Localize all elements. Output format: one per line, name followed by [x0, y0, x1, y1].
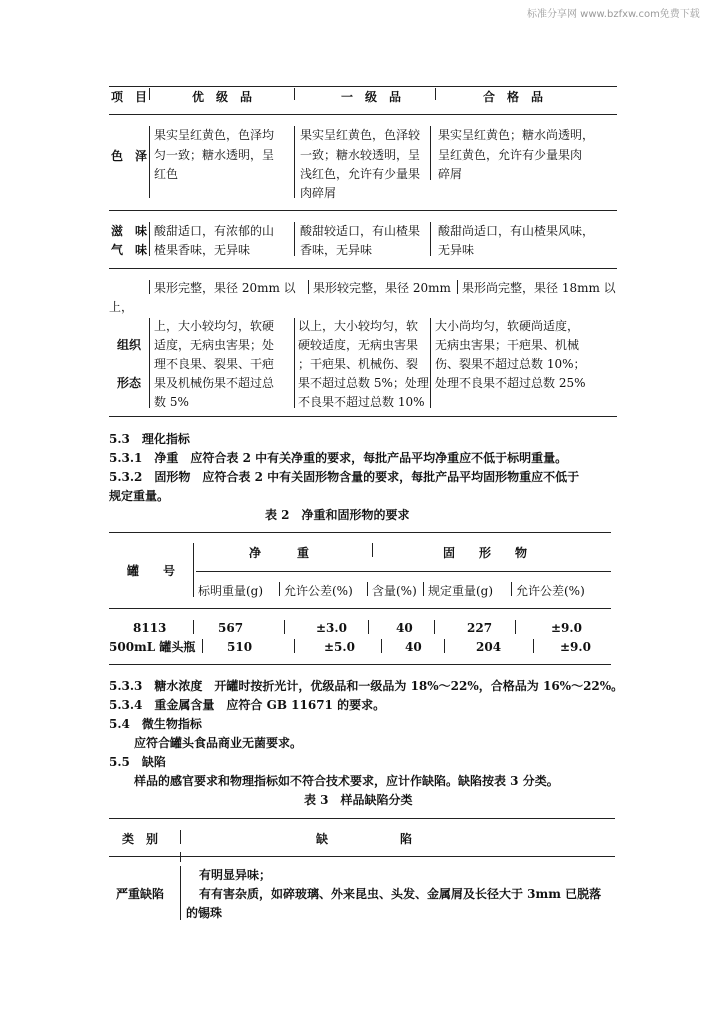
t2-subheader: 含量(%)	[372, 584, 417, 598]
table1-top-rule	[109, 86, 617, 87]
t1-sep	[430, 318, 431, 408]
t1-taste-first: 酸甜较适口，有山楂果	[300, 224, 421, 238]
t1-color-qualified: 碎屑	[438, 167, 463, 181]
t3-defect: 缺 陷	[316, 832, 413, 846]
t1-sep	[457, 280, 458, 294]
t1-sep	[149, 222, 150, 256]
t1-sep	[149, 280, 150, 294]
t1-color-label: 色 泽	[111, 149, 148, 163]
t3-header-rule	[109, 856, 615, 857]
t1-taste-label: 滋 味	[111, 224, 148, 238]
t2-row-tolerance: ±3.0	[316, 621, 347, 635]
t2-sep	[511, 582, 512, 596]
t1-color-superior: 红色	[154, 167, 179, 181]
t2-sep	[279, 582, 280, 596]
t2-sep	[202, 639, 203, 653]
t1-texture-first: ；干疤果、机械伤、裂	[298, 357, 419, 371]
t3-row-label: 严重缺陷	[116, 887, 165, 901]
t1-sep	[294, 88, 295, 100]
t1-sep	[430, 126, 431, 180]
t3-sep	[180, 830, 181, 844]
t2-sep	[193, 620, 194, 634]
t2-row-solid-tolerance: ±9.0	[560, 640, 591, 654]
watermark: 标准分享网 www.bzfxw.com免费下载	[527, 9, 700, 20]
t1-texture-qualified: 果形尚完整，果径 18mm 以	[462, 281, 616, 295]
t1-texture-first: 硬较适度，无病虫害果	[298, 338, 419, 352]
section-5-4: 5.4 微生物指标	[109, 717, 202, 731]
t1-color-first: 浅红色，允许有少量果	[300, 167, 421, 181]
t2-row-can: 500mL 罐头瓶	[109, 640, 196, 654]
t1-taste-qualified: 酸甜尚适口，有山楂果风味，	[438, 224, 595, 238]
t2-sep	[368, 620, 369, 634]
t1-header-superior: 优 级 品	[192, 90, 253, 104]
t1-texture-superior: 果形完整，果径 20mm 以	[154, 281, 296, 295]
t1-taste-first: 香味，无异味	[300, 243, 373, 257]
t1-header-first: 一 级 品	[341, 90, 402, 104]
section-5-3-2-cont: 规定重量。	[109, 489, 170, 503]
t3-sep	[180, 852, 181, 862]
t2-row-solid-weight: 227	[467, 621, 493, 635]
t1-texture-wrap: 上，	[109, 300, 134, 314]
section-5-3: 5.3 理化指标	[109, 432, 190, 446]
t3-line: 有有害杂质，如碎玻璃、外来昆虫、头发、金属屑及长径大于 3mm 已脱落	[199, 887, 602, 901]
t1-sep	[294, 126, 295, 198]
t3-line: 有明显异味；	[199, 868, 272, 882]
t1-color-first: 一致；糖水较透明，呈	[300, 148, 421, 162]
t1-color-first: 肉碎屑	[300, 186, 337, 200]
t1-row-rule	[109, 210, 617, 211]
t2-subheader-rule	[196, 571, 611, 572]
t1-sep	[149, 318, 150, 408]
t2-row-pct: 40	[396, 621, 413, 635]
t2-sep	[372, 543, 373, 557]
section-5-3-3: 5.3.3 糖水浓度 开罐时按折光计，优级品和一级品为 18%～22%，合格品为 16%～22%。	[109, 679, 624, 693]
t2-sep	[284, 620, 285, 634]
t2-row-weight: 567	[218, 621, 244, 635]
table1-bottom-rule	[109, 416, 617, 417]
section-5-5: 5.5 缺陷	[109, 755, 166, 769]
t2-sep	[193, 543, 194, 597]
t2-row-solid-weight: 204	[476, 640, 502, 654]
t3-category: 类 别	[122, 832, 159, 846]
section-5-3-4: 5.3.4 重金属含量 应符合 GB 11671 的要求。	[109, 698, 386, 712]
t1-taste-superior: 楂果香味，无异味	[154, 243, 251, 257]
table2-bottom-rule	[109, 664, 611, 665]
t1-texture-qualified: 无病虫害果；干疤果、机械	[435, 338, 580, 352]
t2-sep	[434, 620, 435, 634]
t2-subheader: 允许公差(%)	[516, 584, 585, 598]
t2-net-weight: 净 重	[249, 546, 310, 560]
t2-sep	[533, 639, 534, 653]
t2-sep	[294, 639, 295, 653]
section-5-3-1: 5.3.1 净重 应符合表 2 中有关净重的要求，每批产品平均净重应不低于标明重量。	[109, 451, 568, 465]
t1-color-qualified: 果实呈红黄色；糖水尚透明，	[438, 128, 595, 142]
t1-texture-superior: 数 5%	[154, 395, 189, 409]
t1-texture-superior: 理不良果、裂果、干疤	[154, 357, 275, 371]
t1-sep	[430, 222, 431, 256]
t1-color-first: 果实呈红黄色，色泽较	[300, 128, 421, 142]
t1-texture-label: 组织	[117, 338, 142, 352]
table2-top-rule	[109, 532, 611, 533]
t2-can-no: 罐 号	[127, 564, 176, 578]
section-5-3-2: 5.3.2 固形物 应符合表 2 中有关固形物含量的要求，每批产品平均固形物重应不低于	[109, 470, 580, 484]
t2-sep	[381, 639, 382, 653]
t2-sep	[367, 582, 368, 596]
t1-sep	[149, 126, 150, 198]
table3-top-rule	[109, 818, 615, 819]
t2-solids: 固 形 物	[443, 546, 528, 560]
t1-header-qualified: 合 格 品	[483, 90, 544, 104]
t1-row-rule	[109, 268, 617, 269]
t2-subheader: 标明重量(g)	[198, 584, 264, 598]
section-5-4-body: 应符合罐头食品商业无菌要求。	[134, 736, 303, 750]
t1-texture-first: 以上，大小较均匀，软	[298, 319, 419, 333]
t1-sep	[435, 88, 436, 100]
t1-sep	[294, 222, 295, 256]
t1-taste-label: 气 味	[111, 243, 148, 257]
t2-row-tolerance: ±5.0	[324, 640, 355, 654]
table2-title: 表 2 净重和固形物的要求	[265, 508, 410, 522]
t2-sep	[444, 639, 445, 653]
t1-sep	[294, 318, 295, 408]
t1-sep	[308, 280, 309, 294]
t1-texture-first: 不良果不超过总数 10%	[298, 395, 425, 409]
t1-texture-superior: 果及机械伤果不超过总	[154, 376, 275, 390]
t1-texture-superior: 上，大小较均匀，软硬	[154, 319, 275, 333]
t1-texture-superior: 适度，无病虫害果；处	[154, 338, 275, 352]
t1-sep	[149, 88, 150, 100]
t1-texture-qualified: 处理不良果不超过总数 25%	[435, 376, 586, 390]
t1-texture-first: 果形较完整，果径 20mm	[313, 281, 451, 295]
table3-title: 表 3 样品缺陷分类	[304, 793, 413, 807]
t2-row-solid-tolerance: ±9.0	[551, 621, 582, 635]
t1-taste-qualified: 无异味	[438, 243, 475, 257]
t3-line: 的锡珠	[186, 906, 223, 920]
t1-header-item: 项 目	[111, 90, 148, 104]
t1-texture-qualified: 大小尚均匀，软硬尚适度，	[435, 319, 580, 333]
t1-color-qualified: 呈红黄色，允许有少量果肉	[438, 148, 583, 162]
t2-row-pct: 40	[405, 640, 422, 654]
t1-texture-first: 果不超过总数 5%；处理	[298, 376, 429, 390]
t2-subheader: 允许公差(%)	[284, 584, 353, 598]
t2-row-weight: 510	[227, 640, 253, 654]
t3-sep	[180, 866, 181, 920]
t2-row-can: 8113	[133, 621, 167, 635]
t2-sep	[423, 582, 424, 596]
t2-sep	[515, 620, 516, 634]
t2-subheader: 规定重量(g)	[428, 584, 494, 598]
t2-header-rule	[109, 608, 611, 609]
t1-color-superior: 匀一致；糖水透明，呈	[154, 148, 275, 162]
t1-header-rule	[109, 114, 617, 115]
section-5-5-body: 样品的感官要求和物理指标如不符合技术要求，应计作缺陷。缺陷按表 3 分类。	[134, 774, 559, 788]
t1-texture-qualified: 伤、裂果不超过总数 10%；	[435, 357, 586, 371]
t1-color-superior: 果实呈红黄色，色泽均	[154, 128, 275, 142]
t1-texture-label: 形态	[117, 376, 142, 390]
t1-taste-superior: 酸甜适口，有浓郁的山	[154, 224, 275, 238]
